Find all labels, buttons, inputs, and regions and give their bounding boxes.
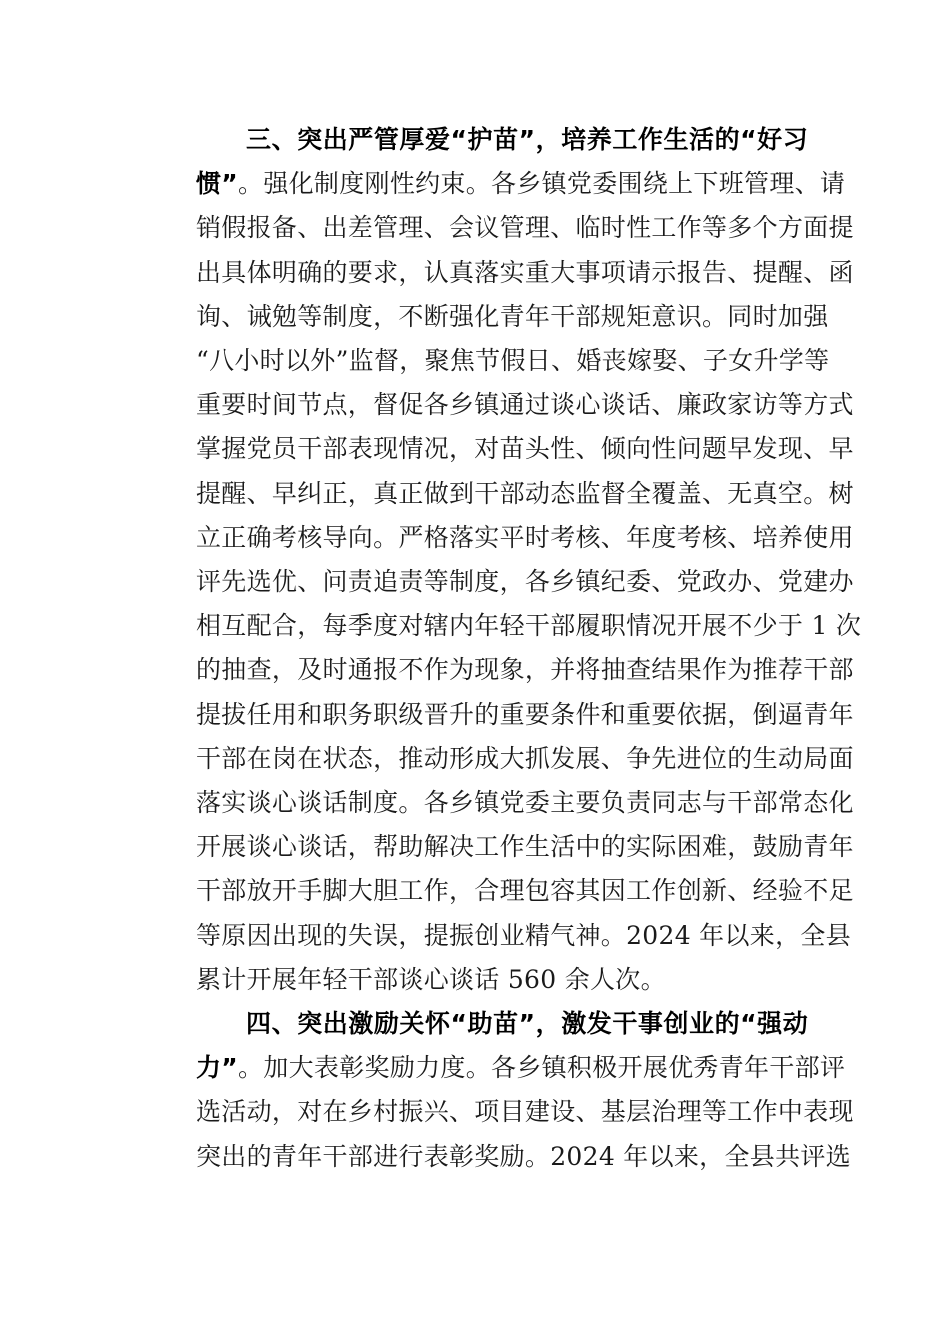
- paragraph-line: 相互配合，每季度对辖内年轻干部履职情况开展不少于 1 次: [196, 611, 862, 641]
- paragraph-line-text: 。强化制度刚性约束。各乡镇党委围绕上下班管理、请: [238, 169, 846, 199]
- paragraph-line: 重要时间节点，督促各乡镇通过谈心谈话、廉政家访等方式: [196, 390, 854, 420]
- paragraph-line: 干部在岗在状态，推动形成大抓发展、争先进位的生动局面: [196, 743, 854, 773]
- paragraph-line: “八小时以外”监督，聚焦节假日、婚丧嫁娶、子女升学等: [196, 346, 830, 376]
- section-three-paragraph: [146, 118, 862, 1002]
- paragraph-line: 开展谈心谈话，帮助解决工作生活中的实际困难，鼓励青年: [196, 832, 854, 862]
- paragraph-line: 提醒、早纠正，真正做到干部动态监督全覆盖、无真空。树: [196, 478, 854, 508]
- paragraph-line-text: 。加大表彰奖励力度。各乡镇积极开展优秀青年干部评: [238, 1053, 846, 1083]
- section-three-heading: 三、突出严管厚爱“护苗”，培养工作生活的“好习: [246, 125, 808, 154]
- paragraph-line: 等原因出现的失误，提振创业精气神。2024 年以来，全县: [196, 920, 851, 950]
- paragraph-line: 提拔任用和职务职级晋升的重要条件和重要依据，倒逼青年: [196, 699, 854, 729]
- paragraph-line: 干部放开手脚大胆工作，合理包容其因工作创新、经验不足: [196, 876, 854, 906]
- paragraph-line: 立正确考核导向。严格落实平时考核、年度考核、培养使用: [196, 522, 854, 552]
- paragraph-line: 出具体明确的要求，认真落实重大事项请示报告、提醒、函: [196, 257, 854, 287]
- paragraph-line: [146, 1046, 846, 1090]
- paragraph-line: 掌握党员干部表现情况，对苗头性、倾向性问题早发现、早: [196, 434, 854, 464]
- section-four-heading: 四、突出激励关怀“助苗”，激发干事创业的“强动: [246, 1009, 808, 1039]
- paragraph-line: 评先选优、问责追责等制度，各乡镇纪委、党政办、党建办: [196, 567, 854, 597]
- paragraph-line: 询、诫勉等制度，不断强化青年干部规矩意识。同时加强: [196, 301, 829, 331]
- paragraph-line: 销假报备、出差管理、会议管理、临时性工作等多个方面提: [196, 213, 854, 243]
- paragraph-line: 突出的青年干部进行表彰奖励。2024 年以来，全县共评选: [196, 1141, 851, 1171]
- paragraph-line: 落实谈心谈话制度。各乡镇党委主要负责同志与干部常态化: [196, 788, 854, 818]
- paragraph-line: 累计开展年轻干部谈心谈话 560 余人次。: [196, 964, 666, 994]
- paragraph-line: [146, 162, 846, 206]
- paragraph-line: 选活动，对在乡村振兴、项目建设、基层治理等工作中表现: [196, 1097, 854, 1127]
- section-four-heading-end: 力”: [196, 1053, 239, 1083]
- section-three-heading-end: 惯”: [196, 169, 239, 199]
- paragraph-line: 的抽查，及时通报不作为现象，并将抽查结果作为推荐干部: [196, 655, 854, 685]
- document-body: [146, 118, 862, 1179]
- section-four-paragraph: [146, 1002, 854, 1179]
